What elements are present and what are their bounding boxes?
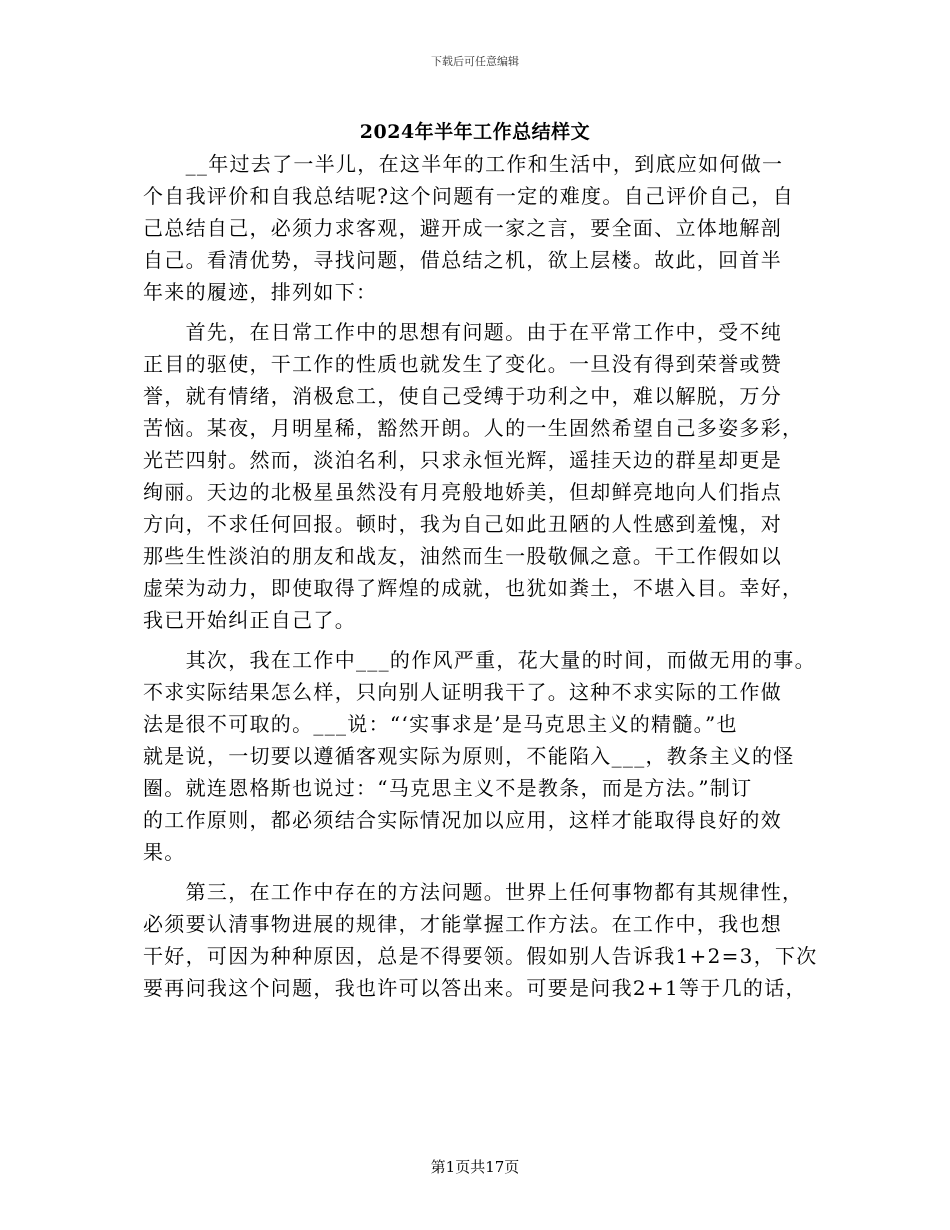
- text-line: 我已开始纠正自己了。: [143, 608, 356, 632]
- text-line: 己总结自己，必须力求客观，避开成一家之言，要全面、立体地解剖: [143, 216, 782, 240]
- document-title: 2024年半年工作总结样文: [359, 121, 591, 143]
- paragraph: [143, 876, 823, 1004]
- paragraph: [143, 148, 823, 308]
- text-line: 干好，可因为种种原因，总是不得要领。假如别人告诉我1+2=3，下次: [143, 944, 818, 968]
- paragraph-gap: [143, 868, 823, 876]
- text-line: 法是很不可取的。___说：“‘实事求是’是马克思主义的精髓。”也: [143, 712, 738, 736]
- text-line: __年过去了一半儿，在这半年的工作和生活中，到底应如何做一: [143, 152, 784, 176]
- document-body: [143, 148, 823, 1004]
- text-line: 光芒四射。然而，淡泊名利，只求永恒光辉，遥挂天边的群星却更是: [143, 448, 782, 472]
- text-line: 正目的驱使，干工作的性质也就发生了变化。一旦没有得到荣誉或赞: [143, 352, 782, 376]
- text-line: 苦恼。某夜，月明星稀，豁然开朗。人的一生固然希望自己多姿多彩，: [143, 416, 804, 440]
- paragraph: [143, 644, 823, 868]
- text-line: 绚丽。天边的北极星虽然没有月亮般地娇美，但却鲜亮地向人们指点: [143, 480, 782, 504]
- text-line: 果。: [143, 840, 186, 864]
- text-line: 首先，在日常工作中的思想有问题。由于在平常工作中，受不纯: [143, 320, 782, 344]
- text-line: 必须要认清事物进展的规律，才能掌握工作方法。在工作中，我也想: [143, 912, 782, 936]
- paragraph-gap: [143, 636, 823, 644]
- text-line: 就是说，一切要以遵循客观实际为原则，不能陷入___，教条主义的怪: [143, 744, 795, 768]
- text-line: 个自我评价和自我总结呢?这个问题有一定的难度。自己评价自己，自: [143, 184, 795, 208]
- text-line: 自己。看清优势，寻找问题，借总结之机，欲上层楼。故此，回首半: [143, 248, 782, 272]
- text-line: 年来的履迹，排列如下：: [143, 280, 378, 304]
- paragraph: [143, 316, 823, 636]
- text-line: 那些生性淡泊的朋友和战友，油然而生一股敬佩之意。干工作假如以: [143, 544, 782, 568]
- text-line: 的工作原则，都必须结合实际情况加以应用，这样才能取得良好的效: [143, 808, 782, 832]
- text-line: 誉，就有情绪，消极怠工，使自己受缚于功利之中，难以解脱，万分: [143, 384, 782, 408]
- text-line: 方向，不求任何回报。顿时，我为自己如此丑陋的人性感到羞愧，对: [143, 512, 782, 536]
- text-line: 虚荣为动力，即使取得了辉煌的成就，也犹如粪土，不堪入目。幸好，: [143, 576, 804, 600]
- text-line: 不求实际结果怎么样，只向别人证明我干了。这种不求实际的工作做: [143, 680, 782, 704]
- page-number-footer: 第1页共17页: [430, 1158, 520, 1176]
- page-header-note: 下载后可任意编辑: [431, 55, 519, 68]
- text-line: 要再问我这个问题，我也许可以答出来。可要是问我2+1等于几的话，: [143, 976, 807, 1000]
- text-line: 第三，在工作中存在的方法问题。世界上任何事物都有其规律性，: [143, 880, 804, 904]
- paragraph-gap: [143, 308, 823, 316]
- text-line: 圈。就连恩格斯也说过：“马克思主义不是教条，而是方法。”制订: [143, 776, 753, 800]
- text-line: 其次，我在工作中___的作风严重，花大量的时间，而做无用的事。: [143, 648, 816, 672]
